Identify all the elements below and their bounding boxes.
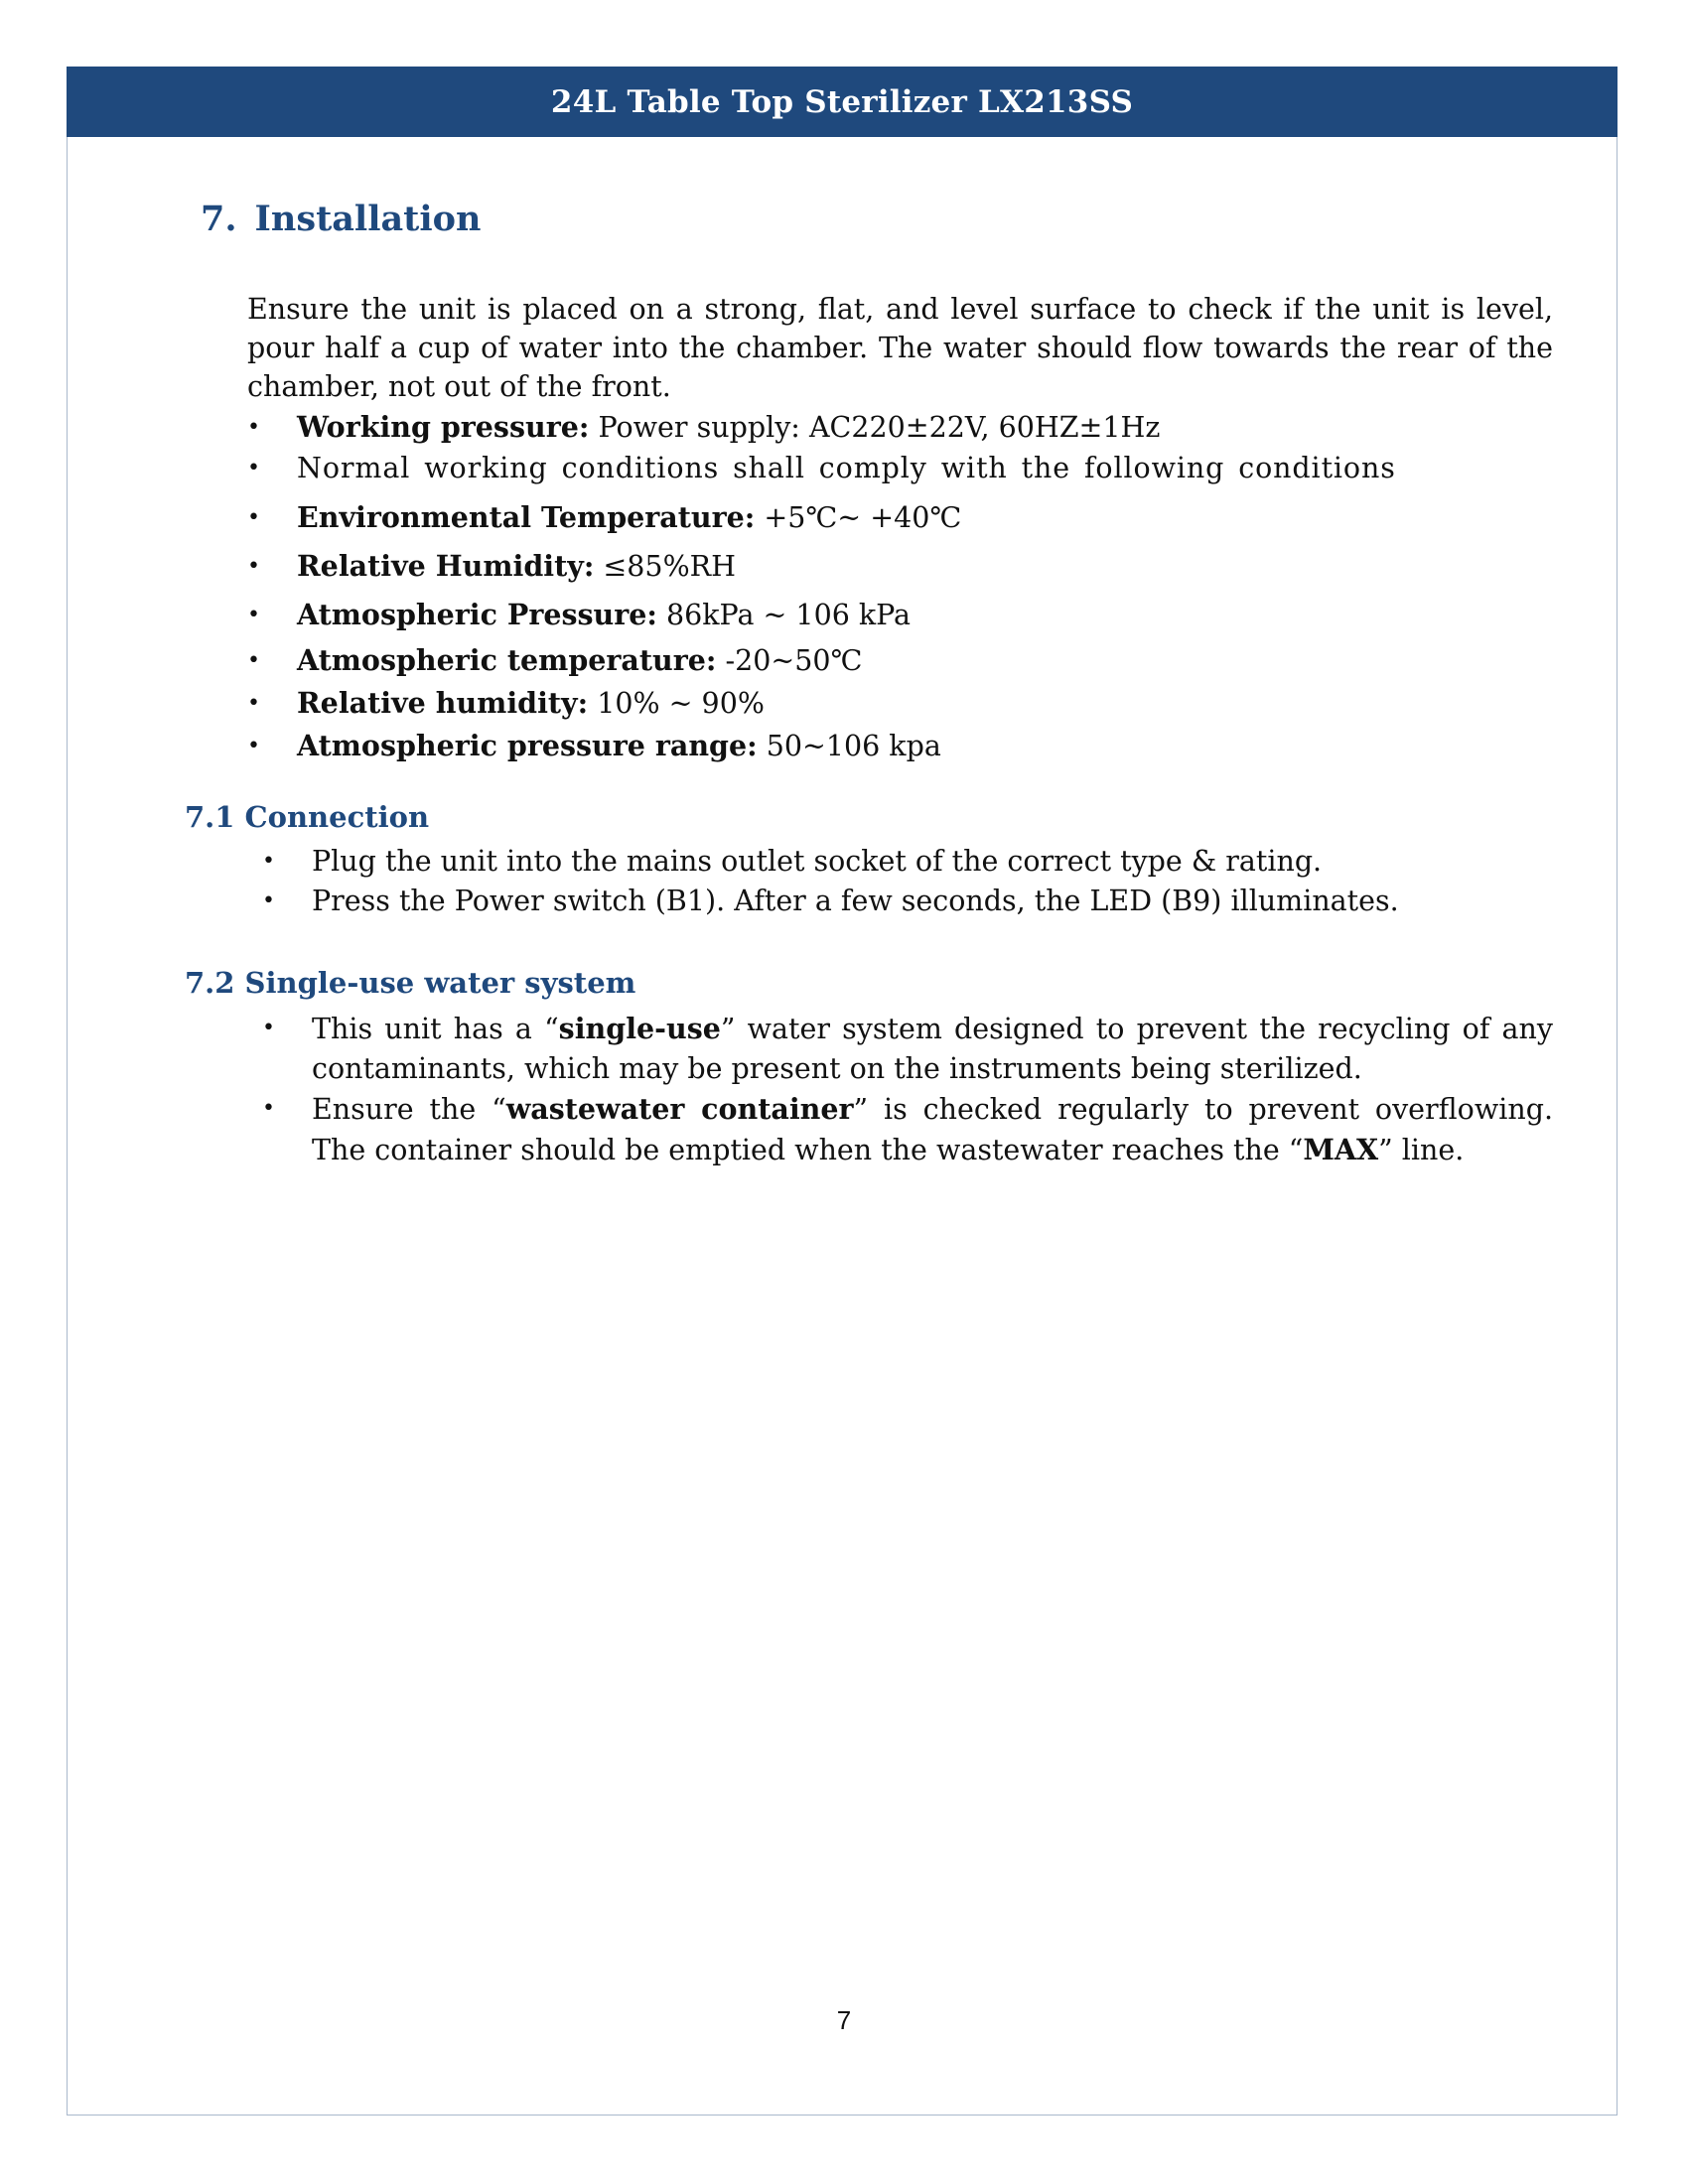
spec-label: Atmospheric temperature: — [297, 643, 717, 677]
bullet-icon: • — [247, 554, 260, 579]
spec-item-atmospheric-pressure — [247, 591, 1553, 639]
section-number: 7. — [201, 199, 237, 239]
bullet-icon: • — [247, 603, 260, 627]
item-text-post: ” line. — [1378, 1134, 1465, 1166]
spec-item-environmental-temperature — [247, 493, 1553, 542]
spec-label: Relative humidity: — [297, 686, 589, 720]
connection-item-text: Plug the unit into the mains outlet socket of the correct type & rating. — [312, 845, 1323, 878]
connection-item-text: Press the Power switch (B1). After a few seconds, the LED (B9) illuminates. — [312, 885, 1399, 917]
item-text-pre: Ensure the “ — [312, 1093, 506, 1126]
specification-list — [247, 407, 1553, 767]
connection-item — [262, 842, 1553, 882]
water-system-list — [262, 1009, 1553, 1170]
spec-item-normal-conditions — [247, 448, 1553, 493]
document-header — [67, 67, 1618, 137]
page-number: 7 — [836, 2005, 852, 2035]
spec-label: Relative Humidity: — [297, 549, 595, 583]
section-title: Installation — [254, 199, 482, 239]
bullet-icon: • — [247, 691, 260, 716]
item-text-bold: MAX — [1303, 1133, 1379, 1166]
bullet-icon: • — [247, 505, 260, 530]
item-text-bold: single-use — [558, 1012, 721, 1045]
spec-item-working-pressure — [247, 407, 1553, 448]
spec-item-atmospheric-temperature — [247, 639, 1553, 682]
bullet-icon: • — [262, 1096, 275, 1121]
water-system-item — [262, 1009, 1553, 1089]
spec-value: -20~50℃ — [716, 644, 863, 677]
connection-heading: 7.1 Connection — [185, 800, 430, 834]
item-text-mid: ” is checked regularly to prevent overflowing. The container should be emptied when the wastewater reaches the “ — [312, 1093, 1554, 1166]
water-system-item — [262, 1089, 1553, 1170]
spec-value: 10% ~ 90% — [588, 687, 765, 720]
spec-value: 50~106 kpa — [757, 730, 941, 762]
spec-label: Environmental Temperature: — [297, 500, 756, 534]
spec-value: 86kPa ~ 106 kPa — [656, 599, 912, 631]
spec-value: ≤85%RH — [594, 550, 736, 583]
bullet-icon: • — [247, 648, 260, 673]
item-text-bold: wastewater container — [505, 1092, 854, 1126]
bullet-icon: • — [247, 456, 260, 480]
connection-item — [262, 882, 1553, 921]
spec-item-relative-humidity-range — [247, 682, 1553, 725]
spec-label: Working pressure: — [297, 410, 590, 444]
water-system-heading: 7.2 Single-use water system — [185, 966, 636, 1000]
spec-label: Atmospheric pressure range: — [297, 729, 758, 762]
spec-value: Normal working conditions shall comply with the following conditions — [297, 452, 1396, 484]
bullet-icon: • — [247, 734, 260, 758]
installation-intro: Ensure the unit is placed on a strong, flat, and level surface to check if the unit is level, pour half a cup of water into the chamber. The water should flow towards the rear of the chamber, not out of the front. — [247, 293, 1553, 403]
item-text-pre: This unit has a “ — [312, 1013, 559, 1045]
bullet-icon: • — [247, 415, 260, 440]
spec-item-atmospheric-pressure-range — [247, 725, 1553, 767]
spec-label: Atmospheric Pressure: — [297, 598, 657, 631]
spec-value: Power supply: AC220±22V, 60HZ±1Hz — [589, 411, 1161, 444]
item-text-post: ” water system designed to prevent the recycling of any contaminants, which may be present on the instruments being sterilized. — [312, 1013, 1554, 1085]
connection-list — [262, 842, 1553, 921]
bullet-icon: • — [262, 1016, 275, 1040]
section-heading — [201, 199, 481, 239]
spec-value: +5℃~ +40℃ — [755, 501, 962, 534]
bullet-icon: • — [262, 849, 275, 874]
bullet-icon: • — [262, 888, 275, 913]
spec-item-relative-humidity — [247, 542, 1553, 591]
document-title: 24L Table Top Sterilizer LX213SS — [550, 83, 1134, 120]
